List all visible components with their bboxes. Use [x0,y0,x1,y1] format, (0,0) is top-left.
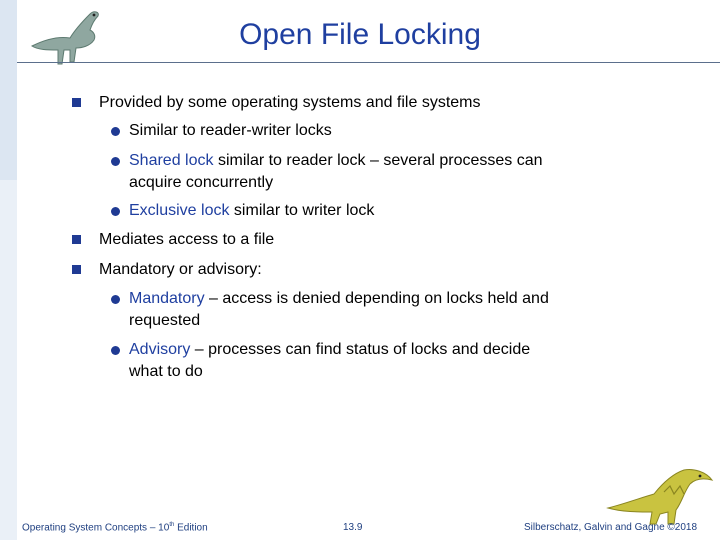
bullet-text-rest: similar to writer lock [229,202,375,219]
footer-book-sup: th [169,522,175,528]
square-bullet-icon [72,98,81,107]
term-advisory: Advisory [129,341,191,358]
bullet-text-line1: – access is denied depending on locks held and [204,290,549,307]
bullet-text: Mandatory or advisory: [99,261,262,278]
bullet-text [129,150,543,194]
round-bullet-icon [111,157,120,166]
square-bullet-icon [72,235,81,244]
round-bullet-icon [111,207,120,216]
round-bullet-icon [111,295,120,304]
bullet-text: Similar to reader-writer locks [129,122,332,139]
bullet-text: Provided by some operating systems and file systems [99,94,481,111]
term-exclusive-lock: Exclusive lock [129,202,230,219]
bullet-text [129,200,374,222]
bullet-text: Mediates access to a file [99,231,275,248]
bullet-text-line2: acquire concurrently [129,174,274,191]
bullet-text-line1: similar to reader lock – several processes can [213,152,543,169]
page-number: 13.9 [343,522,363,533]
footer-book-prefix: Operating System Concepts – 10 [22,522,170,534]
footer-book-suffix: Edition [174,522,208,534]
term-mandatory: Mandatory [129,290,205,307]
bullet-text-line1: – processes can find status of locks and decide [190,341,531,358]
dinosaur-corner-icon [604,464,716,528]
footer-copyright: Silberschatz, Galvin and Gagne ©2018 [524,522,698,533]
footer-book [22,522,208,533]
bullet-text [129,288,549,332]
round-bullet-icon [111,127,120,136]
term-shared-lock: Shared lock [129,152,214,169]
bullet-text-line2: what to do [129,363,203,380]
square-bullet-icon [72,265,81,274]
round-bullet-icon [111,346,120,355]
bullet-text [129,339,530,383]
slide-title: Open File Locking [239,18,481,51]
bullet-text-line2: requested [129,312,201,329]
